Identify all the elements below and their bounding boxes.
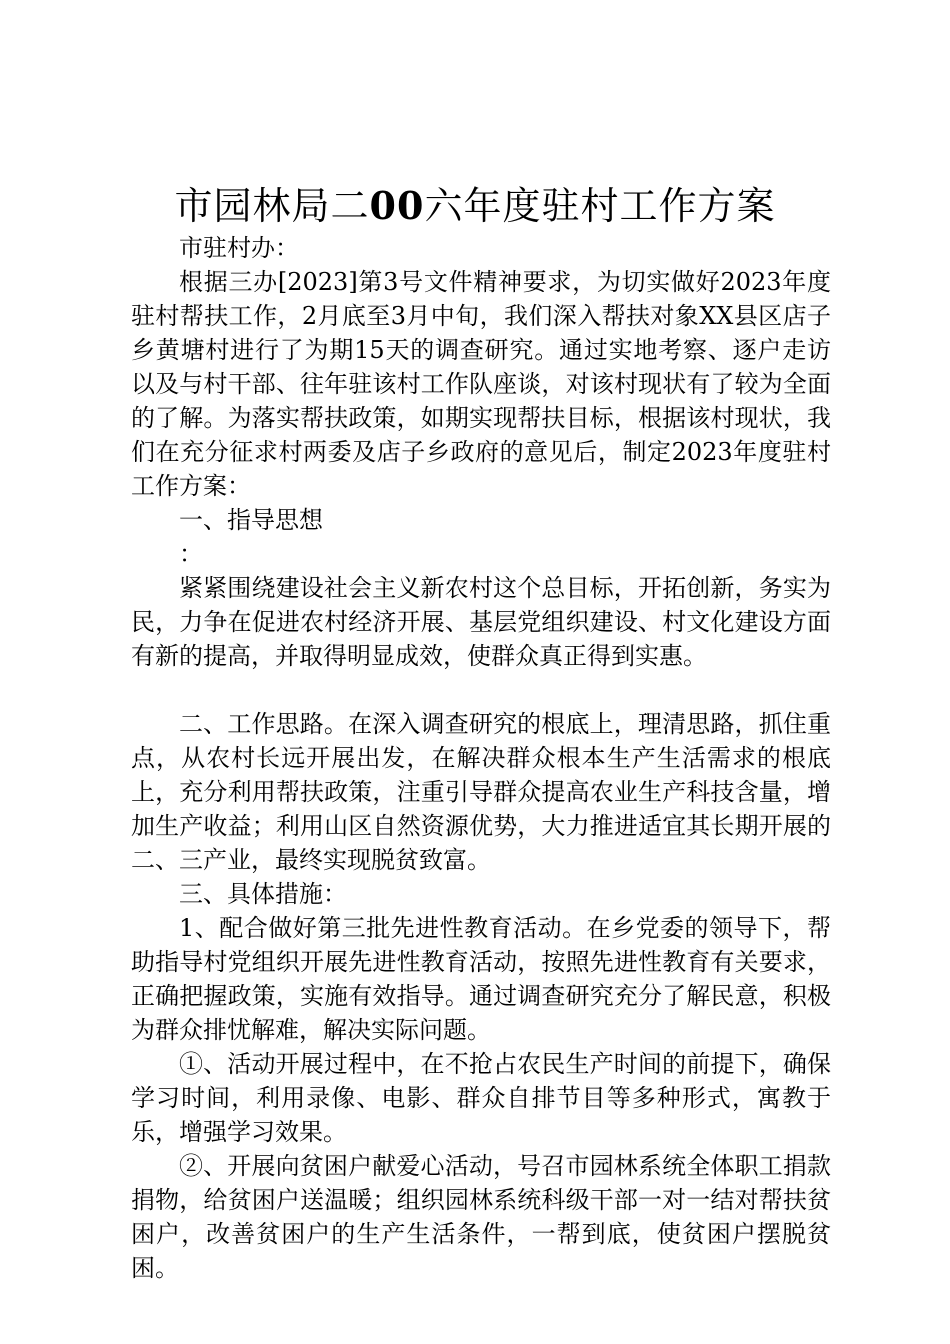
measure-1-item-b: ②、开展向贫困户献爱心活动，号召市园林系统全体职工捐款捐物，给贫困户送温暖；组织园林系统科级干部一对一结对帮扶贫困户，改善贫困户的生产生活条件，一帮到底，使贫困户摆脱贫困。 (131, 1152, 831, 1282)
measure-1-paragraph: 1、配合做好第三批先进性教育活动。在乡党委的领导下，帮助指导村党组织开展先进性教育活动，按照先进性教育有关要求，正确把握政策，实施有效指导。通过调查研究充分了解民意，积极为群众排忧解难，解决实际问题。 (131, 914, 831, 1044)
title-number: 00 (369, 183, 425, 228)
intro-paragraph: 根据三办[2023]第3号文件精神要求，为切实做好2023年度驻村帮扶工作，2月底至3月中旬，我们深入帮扶对象XX县区店子乡黄塘村进行了为期15天的调查研究。通过实地考察、逐户走访以及与村干部、往年驻该村工作队座谈，对该村现状有了较为全面的了解。为落实帮扶政策，如期实现帮扶目标，根据该村现状，我们在充分征求村两委及店子乡政府的意见后，制定2023年度驻村工作方案： (131, 268, 831, 500)
section-2-paragraph: 二、工作思路。在深入调查研究的根底上，理清思路，抓住重点，从农村长远开展出发，在解决群众根本生产生活需求的根底上，充分利用帮扶政策，注重引导群众提高农业生产科技含量，增加生产收益；利用山区自然资源优势，大力推进适宜其长期开展的二、三产业，最终实现脱贫致富。 (131, 710, 831, 874)
section-3-heading: 三、具体措施： (179, 880, 347, 908)
paragraph-gap (131, 673, 831, 707)
section-1-colon: ： (179, 540, 203, 568)
section-1-body: 紧紧围绕建设社会主义新农村这个总目标，开拓创新，务实为民，力争在促进农村经济开展、基层党组织建设、村文化建设方面有新的提高，并取得明显成效，使群众真正得到实惠。 (131, 574, 831, 670)
document-body (131, 231, 831, 1285)
section-1-heading: 一、指导思想 (179, 506, 323, 534)
title-part-2: 六年度驻村工作方案 (424, 184, 776, 228)
salutation: 市驻村办： (179, 234, 299, 262)
title-part-1: 市园林局二 (174, 184, 370, 228)
measure-1-item-a: ①、活动开展过程中，在不抢占农民生产时间的前提下，确保学习时间，利用录像、电影、群众自排节目等多种形式，寓教于乐，增强学习效果。 (131, 1050, 831, 1146)
document-title (0, 180, 950, 232)
